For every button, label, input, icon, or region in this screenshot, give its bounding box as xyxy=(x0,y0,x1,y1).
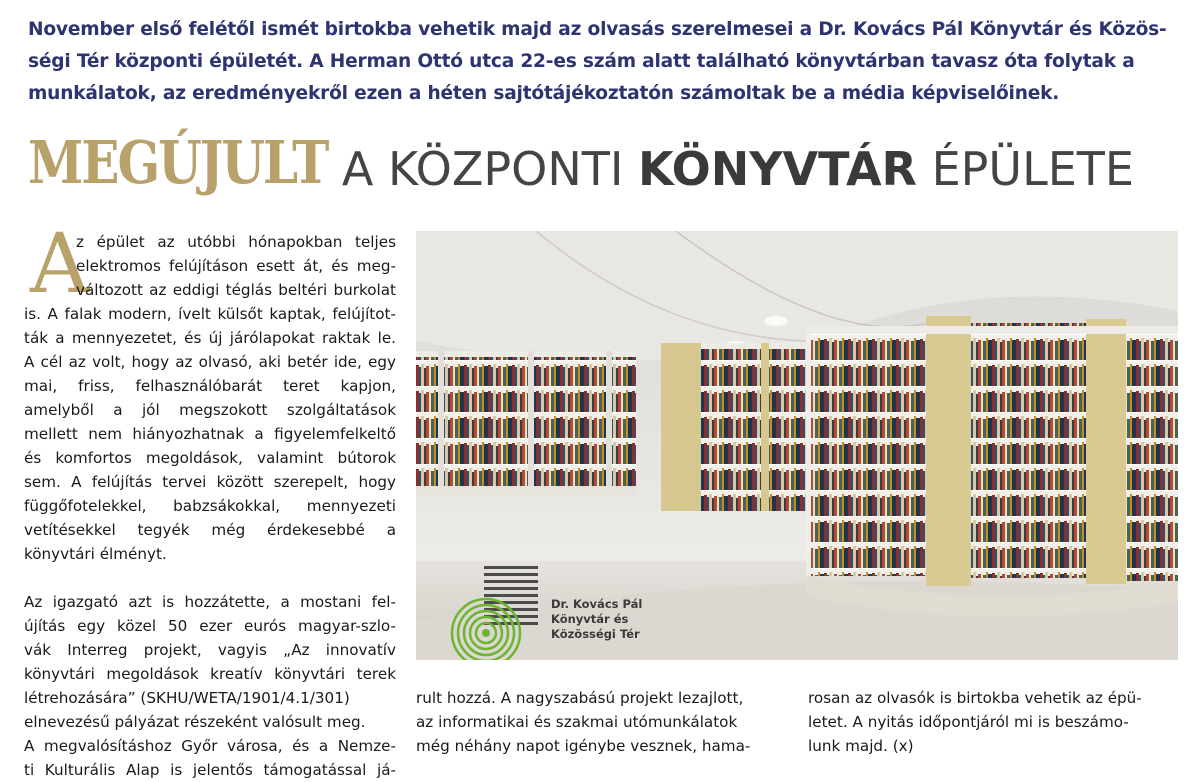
body-line: A megvalósításhoz Győr városa, és a Nemze- xyxy=(24,737,396,755)
body-line: könyvtári élményt. xyxy=(24,545,167,563)
logo-line: Könyvtár és xyxy=(551,612,629,626)
body-line: elektromos felújításon esett át, és meg- xyxy=(76,257,396,275)
body-line: függőfotelekkel, babzsákokkal, mennyezeti xyxy=(24,497,396,515)
body-line: Az igazgató azt is hozzátette, a mostani fel- xyxy=(24,593,396,611)
body-line: még néhány napot igénybe vesznek, hama- xyxy=(416,737,751,755)
lead-line: munkálatok, az eredményekről ezen a héten sajtótájékoztatón számoltak be a média képviselőinek. xyxy=(28,83,1060,104)
logo-line: Közösségi Tér xyxy=(551,627,640,641)
body-line: vetítésekkel tegyék még érdekesebbé a xyxy=(24,521,396,539)
body-line: elnevezésű pályázat részeként valósult meg. xyxy=(24,713,366,731)
body-line: rosan az olvasók is birtokba vehetik az épü- xyxy=(808,689,1142,707)
body-line: letet. A nyitás időpontjáról mi is beszámo- xyxy=(808,713,1129,731)
body-line: könyvtári megoldások kreatív könyvtári terek xyxy=(24,665,396,683)
body-line: z épület az utóbbi hónapokban teljes xyxy=(76,233,396,251)
article-column-2 xyxy=(416,686,786,758)
body-line: és komfortos megoldások, valamint bútorok xyxy=(24,449,396,467)
body-line: mellett nem hiányozhatnak a figyelemfelkeltő xyxy=(24,425,396,443)
library-logo-mark xyxy=(446,561,566,660)
lead-paragraph xyxy=(28,14,1178,110)
headline-gold-word: MEGÚJULT xyxy=(28,127,328,197)
body-line: változott az eddigi téglás beltéri burkolat xyxy=(76,281,396,299)
body-line: A cél az volt, hogy az olvasó, aki betér ide, egy xyxy=(24,353,396,371)
body-line: ták a mennyezetet, és új járólapokat raktak le. xyxy=(24,329,396,347)
lead-line: ségi Tér központi épületét. A Herman Ottó utca 22-es szám alatt található könyvtárban tavasz óta folytak a xyxy=(28,51,1135,72)
body-line: mai, friss, felhasználóbarát teret kapjon, xyxy=(24,377,396,395)
article-column-3 xyxy=(808,686,1178,758)
body-line: létrehozására” (SKHU/WETA/1901/4.1/301) xyxy=(24,689,350,707)
body-line: sem. A felújítás tervei között szerepelt, hogy xyxy=(24,473,396,491)
article-headline xyxy=(28,127,1178,212)
body-line: újítás egy közel 50 ezer eurós magyar-szlo- xyxy=(24,617,396,635)
body-line: amelyből a jól megszokott szolgáltatások xyxy=(24,401,396,419)
headline-light-words-end: ÉPÜLETE xyxy=(916,142,1134,196)
library-logo-text xyxy=(551,597,671,642)
library-interior-photo xyxy=(416,231,1178,660)
lead-line: November első felétől ismét birtokba vehetik majd az olvasás szerelmesei a Dr. Kovács Pál Könyvtár és Közös- xyxy=(28,19,1167,40)
body-line: rult hozzá. A nagyszabású projekt lezajlott, xyxy=(416,689,744,707)
body-line: vák Interreg projekt, vagyis „Az innovatív xyxy=(24,641,396,659)
headline-bold-word: KÖNYVTÁR xyxy=(638,142,917,196)
article-column-1 xyxy=(24,217,396,782)
logo-line: Dr. Kovács Pál xyxy=(551,597,643,611)
body-line: lunk majd. (x) xyxy=(808,737,914,755)
dropcap-letter: A xyxy=(30,217,90,312)
body-line: is. A falak modern, ívelt külsőt kaptak, felújítot- xyxy=(24,305,396,323)
body-line-blank xyxy=(24,566,396,590)
body-line: ti Kulturális Alap is jelentős támogatással já- xyxy=(24,761,396,779)
body-line: az informatikai és szakmai utómunkálatok xyxy=(416,713,738,731)
headline-light-words: A KÖZPONTI xyxy=(327,142,639,196)
